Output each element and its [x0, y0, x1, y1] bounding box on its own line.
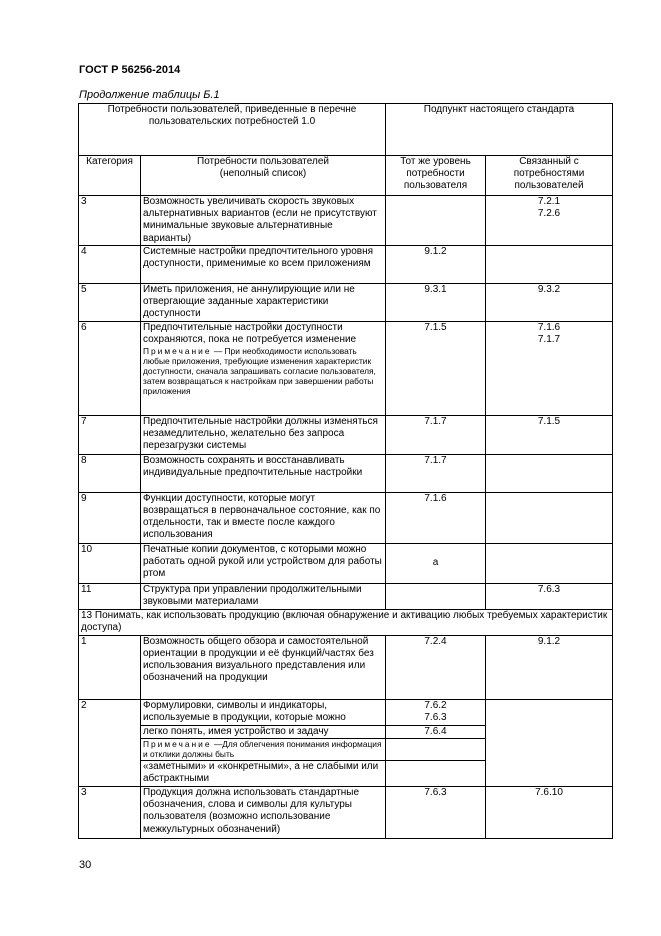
row-same-level: a: [386, 543, 486, 583]
note-dash: —: [213, 739, 223, 750]
row-related: 9.1.2: [486, 635, 613, 699]
document-standard-number: ГОСТ Р 56256-2014: [79, 64, 181, 76]
row-need-text: Структура при управлении продолжительными звуковыми материалами: [141, 583, 386, 609]
row-category: 4: [79, 245, 141, 283]
row-category: 2: [79, 699, 141, 786]
row-need-text: Возможность сохранять и восстанавливать индивидуальные предпочтительные настройки: [141, 454, 386, 492]
row-need-cell: [141, 321, 386, 415]
row-same-level: 7.1.7: [386, 415, 486, 454]
table-row: [79, 245, 613, 283]
row-need-text: Формулировки, символы и индикаторы, используемые в продукции, которые можно: [141, 699, 386, 725]
row-related: 7.2.1 7.2.6: [486, 196, 613, 246]
page-number: 30: [79, 859, 92, 871]
row-same-level: [386, 583, 486, 609]
table-row: [79, 454, 613, 492]
row-same-level: 9.1.2: [386, 245, 486, 283]
table-row: [79, 283, 613, 321]
table-row: [79, 543, 613, 583]
row-need-text: Возможность увеличивать скорость звуковых альтернативных вариантов (если не присутствуют минимальные звуковые альтернативные варианты): [141, 196, 386, 246]
row-same-level: [386, 196, 486, 246]
header-same-level: Тот же уровень потребности пользователя: [386, 156, 486, 196]
note-text: При необходимости использовать любые приложения, требующие изменения характеристик доступности, сначала запрашивать согласие пользователя, затем возвращаться к настройкам при завершении работы приложения: [143, 346, 376, 397]
row-need-text: Иметь приложения, не аннулирующие или не отвергающие заданные характеристики доступности: [141, 283, 386, 321]
row-related: [486, 245, 613, 283]
row-need-text: Продукция должна использовать стандартные обозначения, слова и символы для культуры пользователя (возможно использование межкультурных обозначений): [141, 787, 386, 839]
row-note: [143, 739, 383, 759]
header-category: Категория: [79, 156, 141, 196]
row-related: 7.6.10: [486, 787, 613, 839]
header-user-needs: Потребности пользователей (неполный список): [141, 156, 386, 196]
header-related: Связанный с потребностями пользователей: [486, 156, 613, 196]
row-same-level: 7.2.4: [386, 635, 486, 699]
row-category: 5: [79, 283, 141, 321]
row-same-level: [386, 739, 486, 761]
section-heading-row: [79, 609, 613, 635]
table-row: [79, 583, 613, 609]
table-row: [79, 492, 613, 543]
row-need-text: Системные настройки предпочтительного уровня доступности, применимые ко всем приложениям: [141, 245, 386, 283]
row-related: [486, 454, 613, 492]
note-dash: —: [213, 346, 223, 357]
requirements-table: [78, 103, 613, 839]
row-category: 9: [79, 492, 141, 543]
header-user-needs-group: Потребности пользователей, приведенные в перечне пользовательских потребностей 1.0: [79, 104, 386, 156]
row-related: 7.1.6 7.1.7: [486, 321, 613, 415]
row-same-level: [386, 761, 486, 787]
row-related: 7.6.3: [486, 583, 613, 609]
row-related: [486, 699, 613, 786]
row-category: 10: [79, 543, 141, 583]
row-need-text: легко понять, имея устройство и задачу: [141, 725, 386, 738]
note-label: Примечание: [143, 346, 212, 357]
row-category: 11: [79, 583, 141, 609]
table-continuation-caption: Продолжение таблицы Б.1: [79, 89, 220, 101]
table-row: [79, 415, 613, 454]
row-need-text: Возможность общего обзора и самостоятельной ориентации в продукции и её функций/частях без использования визуального представления или обозначений на продукции: [141, 635, 386, 699]
table-row: [79, 699, 613, 725]
row-same-level: 7.1.5: [386, 321, 486, 415]
table-row: [79, 321, 613, 415]
row-related: [486, 492, 613, 543]
row-same-level: 7.1.7: [386, 454, 486, 492]
note-text: Для облегчения понимания информация и отклики должны быть: [143, 739, 382, 760]
table-group-header-row: [79, 104, 613, 156]
row-same-level: 7.1.6: [386, 492, 486, 543]
row-need-text: Предпочтительные настройки доступности сохраняются, пока не потребуется изменение: [143, 321, 357, 346]
row-same-level: 7.6.2 7.6.3: [386, 699, 486, 725]
row-need-text: «заметными» и «конкретными», а не слабыми или абстрактными: [141, 761, 386, 787]
row-related: 7.1.5: [486, 415, 613, 454]
row-related: 9.3.2: [486, 283, 613, 321]
row-category: 7: [79, 415, 141, 454]
row-same-level: 7.6.4: [386, 725, 486, 738]
row-related: [486, 543, 613, 583]
row-need-text: Функции доступности, которые могут возвращаться в первоначальное состояние, как по отдельности, так и вместе после каждого использования: [141, 492, 386, 543]
row-need-text: Предпочтительные настройки должны изменяться незамедлительно, желательно без запроса перезагрузки системы: [141, 415, 386, 454]
row-need-text: Печатные копии документов, с которыми можно работать одной рукой или устройством для работы ртом: [141, 543, 386, 583]
row-same-level: 7.6.3: [386, 787, 486, 839]
header-subclause-group: Подпункт настоящего стандарта: [386, 104, 613, 156]
row-category: 3: [79, 787, 141, 839]
row-category: 3: [79, 196, 141, 246]
row-category: 6: [79, 321, 141, 415]
row-note-cell: [141, 739, 386, 761]
note-label: Примечание: [143, 739, 212, 750]
row-category: 1: [79, 635, 141, 699]
row-same-level: 9.3.1: [386, 283, 486, 321]
section-heading: 13 Понимать, как использовать продукцию (включая обнаружение и активацию любых требуемых характеристик доступа): [79, 609, 613, 635]
row-category: 8: [79, 454, 141, 492]
table-row: [79, 635, 613, 699]
table-column-header-row: [79, 156, 613, 196]
table-row: [79, 196, 613, 246]
row-note: [143, 346, 383, 396]
table-row: [79, 787, 613, 839]
